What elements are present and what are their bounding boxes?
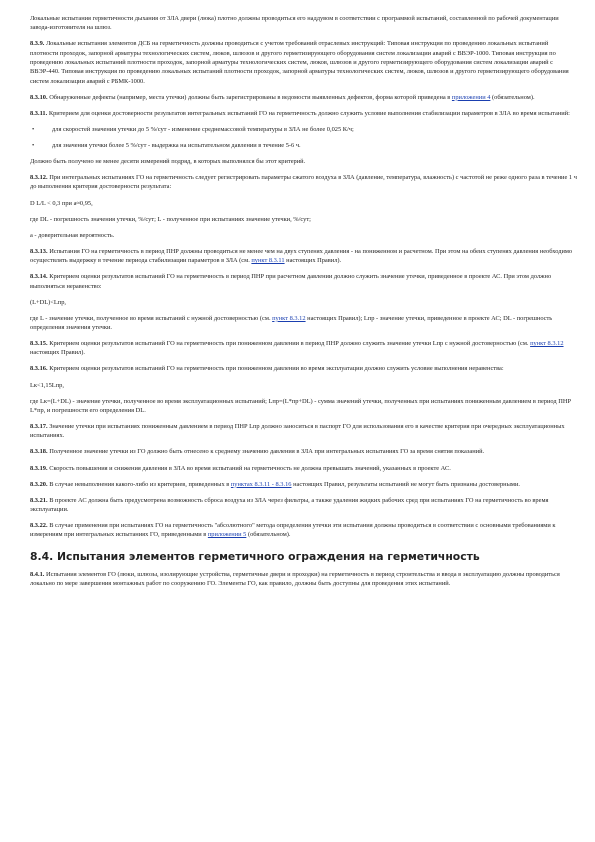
paragraph-8-3-17: 8.3.17. Значение утечки при испытаниях пониженным давлением в период ПНР Lпр должно заноситься в паспорт ГО для использования его в качестве критерия при очередных эксплуатационных испытаниях. (30, 423, 565, 440)
clause-number: 8.3.18. (30, 448, 48, 456)
paragraph-8-3-21: 8.3.21. В проекте АС должна быть предусмотрена возможность сброса воздуха из ЗЛА через фильтры, а также удаления жидких рабочих сред при испытаниях ГО на герметичность во время эксплуатации. (30, 496, 549, 514)
clause-number: 8.3.20. (30, 480, 48, 488)
paragraph-measurements: Должно быть получено не менее десяти измерений подряд, в которых выполнялся бы этот критерий. (30, 158, 306, 166)
clause-number: 8.3.16. (30, 365, 48, 373)
paragraph-8-3-10: 8.3.10. Обнаруженные дефекты (например, места утечки) должны быть зарегистрированы в ведомости выявленных дефектов, форма которой приведена в приложении 4 (обязательном). (30, 93, 535, 101)
bullet-item: • для значения утечки более 5 %/сут - выдержка на испытательном давлении в течение 5-6 ч. (32, 141, 301, 149)
paragraph-intro: Локальные испытания герметичности дыхания от ЗЛА двери (люка) плотно должны проводиться его наддувом в соответствии с программой испытаний, составленной по рабочей документации завода-изготовителя на шлюз. (30, 15, 559, 32)
link-appendix-4[interactable]: приложении 4 (451, 93, 491, 101)
link-clause-8-3-12[interactable]: пункт 8.3.12 (530, 340, 564, 348)
paragraph-8-3-18: 8.3.18. Полученное значение утечки из ГО должно быть отнесено к среднему значению давления в ЗЛА при интегральных испытаниях ГО за время снятия показаний. (30, 448, 485, 456)
formula-explanation: где L - значение утечки, полученное во время испытаний с нужной достоверностью (см. пункт 8.3.12 настоящих Правил); Lпр - значение утечки, приведенное в проекте АС; DL - погрешность определения значения утечки. (30, 314, 553, 331)
paragraph-8-3-12: 8.3.12. При интегральных испытаниях ГО на герметичность следует регистрировать параметры сжатого воздуха в ЗЛА (давление, температура, влажность) с частотой не реже одного раза в течение 1 ч до выполнения критерия достоверности результата: (30, 174, 577, 191)
clause-number: 8.3.15. (30, 340, 48, 348)
link-appendix-5[interactable]: приложении 5 (207, 531, 247, 539)
bullet-item: • для скоростей значения утечки до 5 %/сут - изменение среднемассовой температуры в ЗЛА не более 0,025 К/ч; (32, 125, 354, 133)
paragraph-8-4-1: 8.4.1. Испытания элементов ГО (люки, шлюзы, изолирующие устройства, герметичные двери и проходки) на герметичность в период строительства и ввода в эксплуатацию должны проводиться локально по мере завершения монтажных работ по сооружению ГО. Элементы ГО, как правило, должны быть доступны для проведения этих испытаний. (30, 570, 560, 587)
bullet-icon: • (32, 141, 35, 149)
clause-number: 8.3.10. (30, 93, 48, 101)
formula-explanation: где Lк=(L+DL) - значение утечки, полученное во время эксплуатационных испытаний; Lпр=(L*пр+DL) - сумма значений утечки, полученных при испытаниях пониженным давлением в период ПНР L*пр, и погрешности его определения DL. (30, 397, 572, 414)
clause-number: 8.3.19. (30, 464, 48, 472)
section-heading: 8.4. Испытания элементов герметичного ограждения на герметичность (30, 549, 480, 563)
paragraph-8-3-11: 8.3.11. Критерием для оценки достоверности результатов интегральных испытаний ГО на герметичность должно служить условие выполнения стабилизации параметров в ЗЛА во время испытаний: (30, 109, 570, 117)
paragraph-8-3-15: 8.3.15. Критерием оценки результатов испытаний ГО на герметичность при пониженном давлении в период ПНР должно служить значение утечки Lпр с нужной достоверностью (см. пункт 8.3.12 настоящих Правил). (30, 340, 564, 357)
clause-number: 8.3.13. (30, 247, 48, 255)
link-clause-8-3-12[interactable]: пункт 8.3.12 (272, 314, 306, 322)
formula-explanation: a - доверительная вероятность. (30, 231, 115, 239)
link-clause-8-3-11[interactable]: пункт 8.3.11 (251, 257, 285, 265)
paragraph-8-3-9: 8.3.9. Локальные испытания элементов ДСБ на герметичность должны проводиться с учетом требований отраслевых инструкций: Типовая инструкция по проведению локальных испытаний плотности проходок, запорной арматуры технологических систем, люков, шлюзов и другого герметизирующего оборудования систем локализации аварий с ВВЭР-1000. Типовая инструкция по проведению локальных испытаний плотности проходок, запорной арматуры технологических систем, люков, шлюзов и другого герметизирующего оборудования систем локализации аварий с ВВЭР-440. Типовая инструкция по проведению локальных испытаний плотности проходок, запорной арматуры технологических систем, люков, шлюзов и другого герметизирующего оборудования систем локализации аварий с РБМК-1000. (30, 40, 569, 85)
paragraph-8-3-19: 8.3.19. Скорость повышения и снижения давления в ЗЛА во время испытаний на герметичность не должна превышать значений, указанных в проекте АС. (30, 464, 451, 472)
paragraph-8-3-14: 8.3.14. Критерием оценки результатов испытаний ГО на герметичность в период ПНР при расчетном давлении должно служить значение утечки, приведенное в проекте АС. При этом должно выполняться неравенство: (30, 273, 552, 290)
formula-reliability: D L/L < 0,3 при a≈0,95, (30, 199, 93, 207)
formula-leak-inequality: (L+DL)<Lпр, (30, 298, 67, 306)
paragraph-8-3-22: 8.3.22. В случае применения при испытаниях ГО на герметичность "абсолютного" метода определения утечки эти испытания должны проводиться в соответствии с основными требованиями к измерениям при интегральных испытаниях ГО, приведенными в приложении 5 (обязательном). (30, 522, 556, 539)
clause-number: 8.3.14. (30, 273, 48, 281)
clause-number: 8.4.1. (30, 570, 45, 578)
clause-number: 8.3.21. (30, 496, 48, 504)
formula-operational-leak: Lк<1,15Lпр, (30, 381, 64, 389)
link-clauses-8-3-11-8-3-16[interactable]: пунктах 8.3.11 - 8.3.16 (230, 480, 292, 488)
clause-number: 8.3.17. (30, 423, 48, 431)
clause-number: 8.3.12. (30, 174, 48, 182)
clause-number: 8.3.22. (30, 522, 48, 530)
bullet-icon: • (32, 125, 35, 133)
paragraph-8-3-16: 8.3.16. Критерием оценки результатов испытаний ГО на герметичность при пониженном давлении во время эксплуатации должно служить условие выполнения неравенства: (30, 365, 504, 373)
clause-number: 8.3.11. (30, 109, 48, 117)
paragraph-8-3-13: 8.3.13. Испытания ГО на герметичность в период ПНР должны проводиться не менее чем на двух ступенях давления - на пониженном и расчетном. При этом на обеих ступенях давления необходимо осуществлять выдержку в течение периода стабилизации параметров в ЗЛА (см. пункт 8.3.11 настоящих Правил). (30, 247, 573, 265)
paragraph-8-3-20: 8.3.20. В случае невыполнения какого-либо из критериев, приведенных в пунктах 8.3.11 - 8.3.16 настоящих Правил, результаты испытаний не могут быть признаны достоверными. (30, 480, 520, 488)
formula-explanation: где DL - погрешность значения утечки, %/сут; L - полученное при испытаниях значение утечки, %/сут; (30, 215, 311, 223)
clause-number: 8.3.9. (30, 40, 45, 48)
